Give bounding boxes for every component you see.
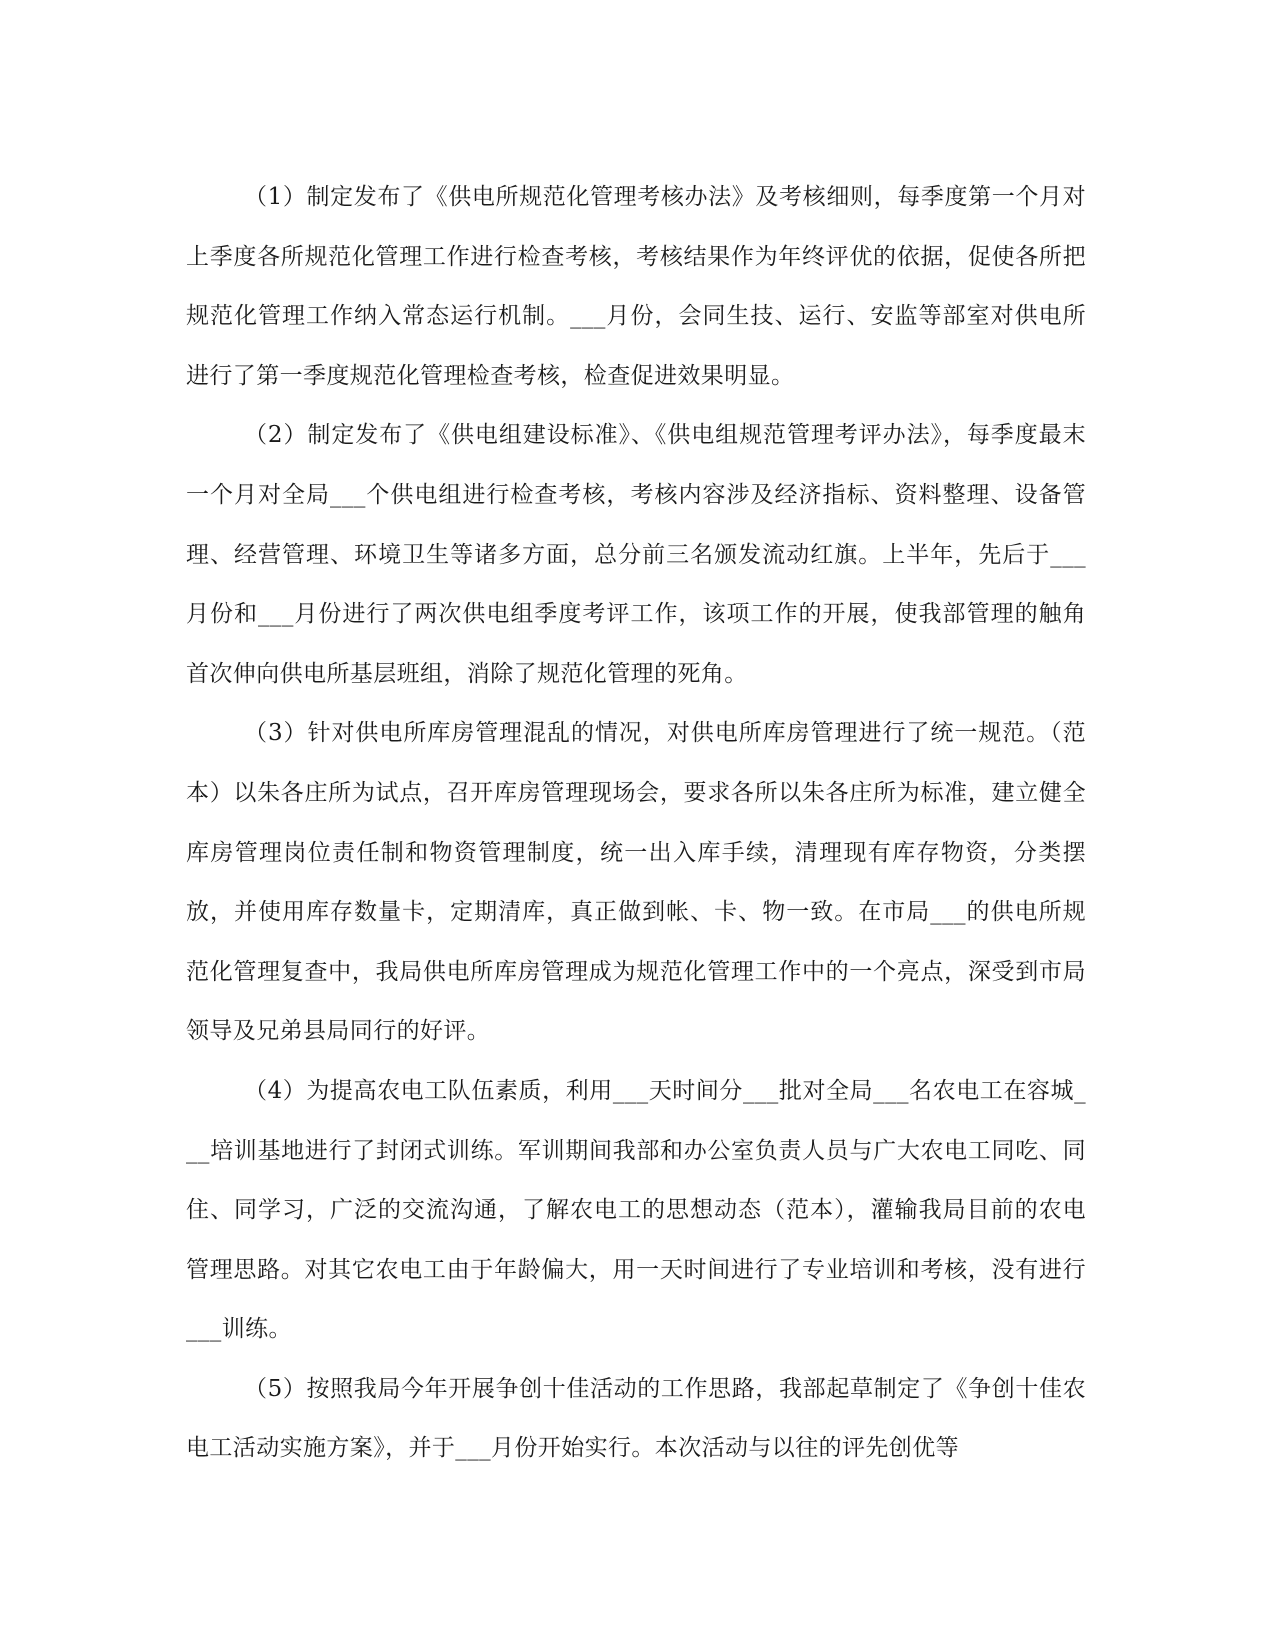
paragraph-3: （3）针对供电所库房管理混乱的情况，对供电所库房管理进行了统一规范。（范本）以朱各庄所为试点，召开库房管理现场会，要求各所以朱各庄所为标准，建立健全库房管理岗位责任制和物资管理制度，统一出入库手续，清理现有库存物资，分类摆放，并使用库存数量卡，定期清库，真正做到帐、卡、物一致。在市局___的供电所规范化管理复查中，我局供电所库房管理成为规范化管理工作中的一个亮点，深受到市局领导及兄弟县局同行的好评。 (186, 720, 1086, 1045)
paragraph-1: （1）制定发布了《供电所规范化管理考核办法》及考核细则，每季度第一个月对上季度各所规范化管理工作进行检查考核，考核结果作为年终评优的依据，促使各所把规范化管理工作纳入常态运行机制。___月份，会同生技、运行、安监等部室对供电所进行了第一季度规范化管理检查考核，检查促进效果明显。 (186, 184, 1086, 389)
paragraph-5: （5）按照我局今年开展争创十佳活动的工作思路，我部起草制定了《争创十佳农电工活动实施方案》，并于___月份开始实行。本次活动与以往的评先创优等 (186, 1375, 1086, 1462)
paragraph-4: （4）为提高农电工队伍素质，利用___天时间分___批对全局___名农电工在容城___培训基地进行了封闭式训练。军训期间我部和办公室负责人员与广大农电工同吃、同住、同学习，广泛的交流沟通，了解农电工的思想动态（范本），灌输我局目前的农电管理思路。对其它农电工由于年龄偏大，用一天时间进行了专业培训和考核，没有进行___训练。 (186, 1077, 1086, 1343)
paragraph-2: （2）制定发布了《供电组建设标准》、《供电组规范管理考评办法》，每季度最末一个月对全局___个供电组进行检查考核，考核内容涉及经济指标、资料整理、设备管理、经营管理、环境卫生等诸多方面，总分前三名颁发流动红旗。上半年，先后于___月份和___月份进行了两次供电组季度考评工作，该项工作的开展，使我部管理的触角首次伸向供电所基层班组，消除了规范化管理的死角。 (186, 422, 1086, 687)
document-body (186, 168, 1086, 1479)
